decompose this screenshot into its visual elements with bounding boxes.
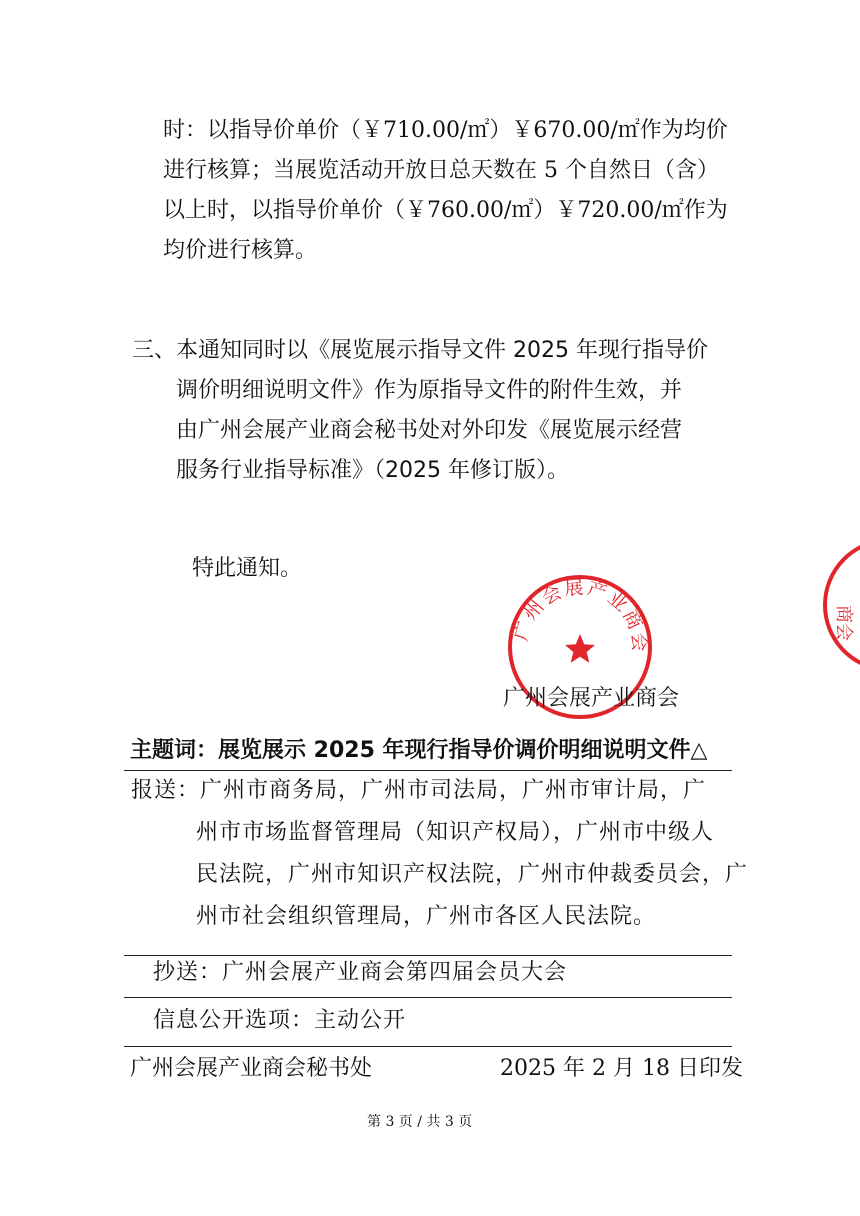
item-three-line: 服务行业指导标准》（2025 年修订版）。 [176,458,569,483]
svg-text:广州会展产业商会: 广州会展产业商会 [509,576,651,655]
svg-text:商会: 商会 [833,605,854,641]
report-to-line: 报送：广州市商务局，广州市司法局，广州市审计局，广 [131,778,707,803]
official-seal-partial [820,535,860,675]
signature-org: 广州会展产业商会 [503,686,680,711]
page-number: 第 3 页 / 共 3 页 [367,1114,473,1130]
copy-to: 抄送：广州会展产业商会第四届会员大会 [153,960,568,985]
item-three-line: 调价明细说明文件》作为原指导文件的附件生效，并 [176,378,683,403]
report-to-line: 州市社会组织管理局，广州市各区人民法院。 [196,904,657,929]
issue-date: 2025 年 2 月 18 日印发 [500,1056,743,1081]
closing-text: 特此通知。 [192,556,303,581]
divider [124,1046,732,1047]
divider [124,997,732,998]
item-three-line: 三、本通知同时以《展览展示指导文件 2025 年现行指导价 [132,338,708,363]
body-line: 均价进行核算。 [163,238,318,263]
issuer: 广州会展产业商会秘书处 [130,1056,373,1081]
subject-words: 主题词：展览展示 2025 年现行指导价调价明细说明文件△ [130,738,708,763]
item-three-line: 由广州会展产业商会秘书处对外印发《展览展示经营 [176,418,683,443]
divider [124,955,732,956]
report-to-line: 州市市场监督管理局（知识产权局），广州市中级人 [196,820,715,845]
body-line: 进行核算；当展览活动开放日总天数在 5 个自然日（含） [163,158,719,183]
body-line: 时：以指导价单价（￥710.00/㎡）￥670.00/㎡作为均价 [163,118,728,143]
disclosure-option: 信息公开选项：主动公开 [153,1008,407,1033]
divider [124,770,732,771]
report-to-line: 民法院，广州市知识产权法院，广州市仲裁委员会，广 [196,862,749,887]
body-line: 以上时，以指导价单价（￥760.00/㎡）￥720.00/㎡作为 [163,198,728,223]
